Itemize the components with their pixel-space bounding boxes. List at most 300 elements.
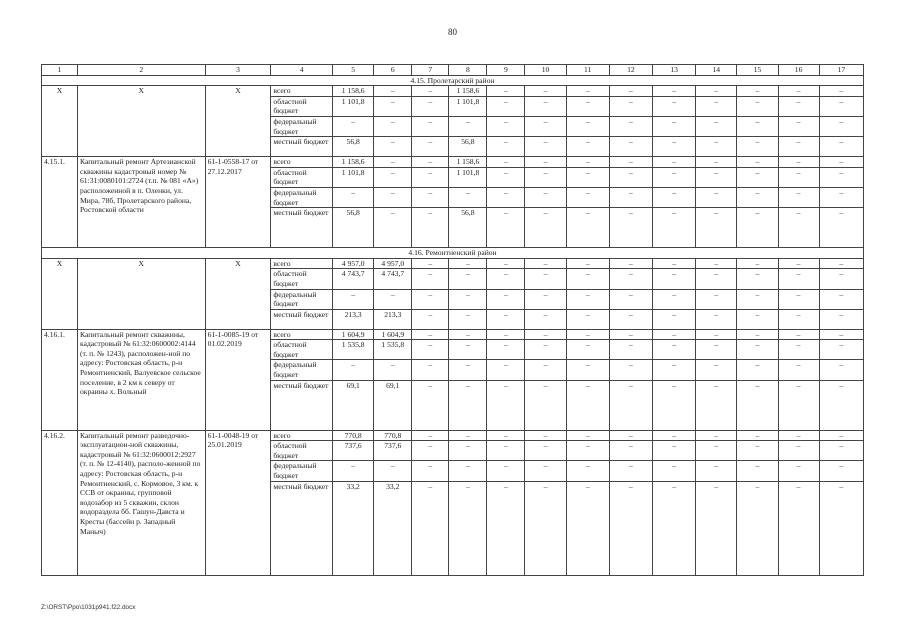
funding-source: федеральный бюджет	[271, 360, 333, 380]
funding-source: всего	[271, 329, 333, 340]
column-number: 2	[78, 65, 206, 76]
amount-cell: –	[412, 360, 449, 380]
amount-cell: –	[609, 137, 652, 157]
amount-cell: –	[609, 269, 652, 289]
amount-cell: –	[609, 481, 652, 575]
amount-cell: 56,8	[449, 137, 487, 157]
amount-cell: –	[412, 340, 449, 360]
column-number: 4	[271, 65, 333, 76]
amount-cell: –	[449, 461, 487, 481]
amount-cell: –	[525, 309, 566, 329]
funding-source: всего	[271, 258, 333, 269]
amount-cell: 1 158,6	[449, 157, 487, 168]
amount-cell: 1 158,6	[449, 86, 487, 97]
amount-cell: –	[737, 269, 778, 289]
amount-cell: –	[449, 360, 487, 380]
funding-source: областной бюджет	[271, 441, 333, 461]
item-name: Капитальный ремонт Артезианской скважины кадастровый номер № 61:31:0080101:2724 (т.п. № 081 «А») расположенной в п. Оленки, ул. Мира, 78б, Пролетарского района, Ростовской области	[78, 157, 206, 248]
amount-cell: –	[412, 137, 449, 157]
amount-cell: –	[609, 380, 652, 430]
funding-source: федеральный бюджет	[271, 187, 333, 207]
amount-cell: –	[525, 441, 566, 461]
funding-source: федеральный бюджет	[271, 461, 333, 481]
amount-cell: –	[778, 441, 819, 461]
amount-cell: –	[819, 137, 863, 157]
column-number: 7	[412, 65, 449, 76]
amount-cell: –	[696, 157, 737, 168]
amount-cell: –	[449, 309, 487, 329]
amount-cell: –	[737, 461, 778, 481]
summary-row	[42, 258, 864, 269]
amount-cell: 4 743,7	[374, 269, 412, 289]
amount-cell: –	[696, 441, 737, 461]
amount-cell: –	[566, 208, 609, 248]
amount-cell: –	[696, 481, 737, 575]
amount-cell: –	[819, 86, 863, 97]
amount-cell: –	[449, 380, 487, 430]
amount-cell: –	[609, 430, 652, 441]
amount-cell: –	[412, 430, 449, 441]
amount-cell: –	[449, 289, 487, 309]
amount-cell: –	[653, 167, 696, 187]
amount-cell: –	[566, 258, 609, 269]
column-number: 6	[374, 65, 412, 76]
amount-cell: –	[653, 441, 696, 461]
amount-cell: –	[525, 157, 566, 168]
amount-cell: –	[737, 441, 778, 461]
item-number: 4.16.1.	[42, 329, 78, 430]
amount-cell: –	[374, 157, 412, 168]
amount-cell: –	[737, 96, 778, 116]
amount-cell: –	[374, 167, 412, 187]
amount-cell: –	[566, 309, 609, 329]
amount-cell: –	[653, 116, 696, 136]
amount-cell: –	[566, 441, 609, 461]
amount-cell: –	[778, 360, 819, 380]
amount-cell: –	[609, 461, 652, 481]
amount-cell: –	[333, 461, 374, 481]
amount-cell: –	[778, 208, 819, 248]
funding-source: областной бюджет	[271, 340, 333, 360]
amount-cell: –	[819, 96, 863, 116]
amount-cell: –	[374, 96, 412, 116]
amount-cell: –	[566, 340, 609, 360]
amount-cell: –	[737, 340, 778, 360]
document-ref: 61-1-0558-17 от 27.12.2017	[205, 157, 271, 248]
document-ref: X	[205, 258, 271, 329]
amount-cell: –	[653, 461, 696, 481]
amount-cell: –	[737, 258, 778, 269]
amount-cell: –	[412, 116, 449, 136]
amount-cell: –	[653, 187, 696, 207]
amount-cell: –	[566, 461, 609, 481]
amount-cell: –	[487, 258, 525, 269]
amount-cell: 69,1	[374, 380, 412, 430]
amount-cell: –	[525, 461, 566, 481]
amount-cell: –	[374, 461, 412, 481]
section-title-row	[42, 75, 864, 86]
amount-cell: –	[412, 309, 449, 329]
column-number-row	[42, 65, 864, 76]
amount-cell: –	[374, 360, 412, 380]
document-ref: 61-1-0048-19 от 25.01.2019	[205, 430, 271, 575]
amount-cell: –	[737, 116, 778, 136]
amount-cell: –	[449, 340, 487, 360]
amount-cell: –	[819, 329, 863, 340]
amount-cell: –	[412, 208, 449, 248]
item-name: Капитальный ремонт скважины, кадастровый № 61:32:0600002:4144 (т. п. № 1243), расположен-ной по адресу: Ростовская область, р-н Ремонтненский, Валуевское сельское поселение, в 2 км к северу от окраины х. Вольный	[78, 329, 206, 430]
column-number: 11	[566, 65, 609, 76]
amount-cell: –	[525, 269, 566, 289]
amount-cell: –	[737, 137, 778, 157]
amount-cell: –	[819, 309, 863, 329]
amount-cell: –	[525, 360, 566, 380]
amount-cell: –	[566, 289, 609, 309]
funding-source: местный бюджет	[271, 137, 333, 157]
amount-cell: –	[778, 329, 819, 340]
funding-source: областной бюджет	[271, 96, 333, 116]
column-number: 5	[333, 65, 374, 76]
amount-cell: –	[449, 481, 487, 575]
amount-cell: –	[525, 329, 566, 340]
amount-cell: –	[525, 96, 566, 116]
amount-cell: –	[819, 269, 863, 289]
amount-cell: –	[566, 187, 609, 207]
budget-table	[41, 64, 864, 576]
amount-cell: –	[653, 430, 696, 441]
amount-cell: –	[412, 289, 449, 309]
amount-cell: –	[696, 380, 737, 430]
amount-cell: –	[696, 360, 737, 380]
amount-cell: –	[566, 329, 609, 340]
amount-cell: –	[449, 116, 487, 136]
amount-cell: –	[487, 289, 525, 309]
amount-cell: –	[696, 430, 737, 441]
item-name: X	[78, 86, 206, 157]
amount-cell: 69,1	[333, 380, 374, 430]
amount-cell: –	[566, 157, 609, 168]
item-name: Капитальный ремонт разведочно-эксплуатацион-ной скважины, кадастровый № 61:32:0600012:2927 (т. п. № 12-4140), располо-женной по адресу: Ростовская область, р-н Ремонтненский, с. Кормовое, 3 км. к ССВ от окраины, групповой водозабор из 5 скважин, склон водораздела бб. Гашун-Давста и Кресты (бассейн р. Западный Маныч)	[78, 430, 206, 575]
amount-cell: –	[609, 96, 652, 116]
amount-cell: –	[609, 258, 652, 269]
page-number: 80	[448, 27, 457, 37]
amount-cell: –	[449, 258, 487, 269]
amount-cell: 1 101,8	[449, 167, 487, 187]
amount-cell: –	[412, 86, 449, 97]
amount-cell: –	[449, 187, 487, 207]
amount-cell: –	[412, 481, 449, 575]
amount-cell: –	[696, 208, 737, 248]
column-number: 9	[487, 65, 525, 76]
amount-cell: –	[525, 86, 566, 97]
amount-cell: –	[778, 269, 819, 289]
item-row	[42, 430, 864, 441]
amount-cell: –	[778, 137, 819, 157]
amount-cell: –	[778, 187, 819, 207]
amount-cell: –	[737, 430, 778, 441]
funding-source: федеральный бюджет	[271, 289, 333, 309]
amount-cell: –	[778, 116, 819, 136]
funding-source: областной бюджет	[271, 269, 333, 289]
amount-cell: –	[333, 116, 374, 136]
amount-cell: –	[412, 96, 449, 116]
item-number: 4.16.2.	[42, 430, 78, 575]
amount-cell: –	[609, 116, 652, 136]
amount-cell: 1 158,6	[333, 86, 374, 97]
amount-cell: –	[333, 360, 374, 380]
amount-cell: 56,8	[333, 137, 374, 157]
amount-cell: –	[609, 289, 652, 309]
amount-cell: –	[566, 380, 609, 430]
amount-cell: –	[819, 116, 863, 136]
amount-cell: –	[609, 86, 652, 97]
amount-cell: 1 158,6	[333, 157, 374, 168]
amount-cell: –	[487, 481, 525, 575]
amount-cell: –	[819, 157, 863, 168]
funding-source: областной бюджет	[271, 167, 333, 187]
amount-cell: –	[653, 309, 696, 329]
amount-cell: –	[412, 187, 449, 207]
amount-cell: –	[609, 157, 652, 168]
amount-cell: –	[696, 137, 737, 157]
document-ref: 61-1-0085-19 от 01.02.2019	[205, 329, 271, 430]
amount-cell: –	[412, 269, 449, 289]
amount-cell: –	[819, 461, 863, 481]
amount-cell: –	[653, 96, 696, 116]
funding-source: всего	[271, 430, 333, 441]
amount-cell: –	[819, 187, 863, 207]
summary-row	[42, 86, 864, 97]
amount-cell: –	[737, 167, 778, 187]
amount-cell: –	[737, 187, 778, 207]
amount-cell: –	[696, 96, 737, 116]
amount-cell: –	[333, 289, 374, 309]
funding-source: федеральный бюджет	[271, 116, 333, 136]
amount-cell: –	[525, 430, 566, 441]
amount-cell: –	[566, 360, 609, 380]
amount-cell: –	[609, 167, 652, 187]
amount-cell: –	[487, 86, 525, 97]
amount-cell: –	[525, 258, 566, 269]
item-row	[42, 329, 864, 340]
amount-cell: 33,2	[333, 481, 374, 575]
amount-cell: –	[566, 86, 609, 97]
amount-cell: 1 101,8	[333, 167, 374, 187]
column-number: 13	[653, 65, 696, 76]
amount-cell: –	[653, 329, 696, 340]
amount-cell: –	[374, 86, 412, 97]
funding-source: всего	[271, 86, 333, 97]
amount-cell: –	[525, 481, 566, 575]
amount-cell: –	[696, 167, 737, 187]
section-title-row	[42, 248, 864, 259]
amount-cell: –	[412, 329, 449, 340]
amount-cell: –	[487, 167, 525, 187]
amount-cell: –	[449, 441, 487, 461]
amount-cell: –	[696, 461, 737, 481]
amount-cell: –	[737, 309, 778, 329]
amount-cell: –	[609, 441, 652, 461]
amount-cell: 213,3	[333, 309, 374, 329]
column-number: 12	[609, 65, 652, 76]
amount-cell: –	[737, 157, 778, 168]
amount-cell: –	[412, 157, 449, 168]
amount-cell: –	[525, 116, 566, 136]
amount-cell: –	[696, 116, 737, 136]
amount-cell: –	[653, 380, 696, 430]
amount-cell: –	[487, 461, 525, 481]
amount-cell: –	[525, 167, 566, 187]
amount-cell: 1 604,9	[333, 329, 374, 340]
amount-cell: –	[778, 430, 819, 441]
amount-cell: –	[525, 289, 566, 309]
amount-cell: –	[653, 258, 696, 269]
amount-cell: –	[737, 289, 778, 309]
amount-cell: –	[609, 309, 652, 329]
amount-cell: –	[696, 269, 737, 289]
amount-cell: 737,6	[333, 441, 374, 461]
amount-cell: –	[737, 380, 778, 430]
funding-source: местный бюджет	[271, 481, 333, 575]
amount-cell: –	[778, 96, 819, 116]
amount-cell: –	[609, 208, 652, 248]
amount-cell: –	[819, 340, 863, 360]
amount-cell: –	[487, 137, 525, 157]
amount-cell: –	[778, 258, 819, 269]
funding-source: местный бюджет	[271, 309, 333, 329]
amount-cell: –	[778, 380, 819, 430]
amount-cell: –	[487, 340, 525, 360]
amount-cell: –	[412, 461, 449, 481]
amount-cell: –	[487, 380, 525, 430]
amount-cell: –	[566, 430, 609, 441]
amount-cell: 4 957,0	[374, 258, 412, 269]
amount-cell: –	[374, 208, 412, 248]
amount-cell: –	[566, 96, 609, 116]
amount-cell: –	[412, 258, 449, 269]
amount-cell: 213,3	[374, 309, 412, 329]
funding-source: всего	[271, 157, 333, 168]
column-number: 16	[778, 65, 819, 76]
amount-cell: 1 535,8	[333, 340, 374, 360]
amount-cell: –	[778, 86, 819, 97]
amount-cell: –	[653, 137, 696, 157]
document-ref: X	[205, 86, 271, 157]
column-number: 10	[525, 65, 566, 76]
amount-cell: –	[566, 116, 609, 136]
section-title: 4.15. Пролетарский район	[42, 75, 864, 86]
amount-cell: 56,8	[333, 208, 374, 248]
column-number: 17	[819, 65, 863, 76]
item-number: 4.15.1.	[42, 157, 78, 248]
amount-cell: –	[566, 167, 609, 187]
amount-cell: –	[778, 167, 819, 187]
amount-cell: –	[609, 340, 652, 360]
amount-cell: –	[653, 289, 696, 309]
amount-cell: –	[819, 289, 863, 309]
amount-cell: –	[653, 86, 696, 97]
item-number: X	[42, 86, 78, 157]
amount-cell: –	[525, 380, 566, 430]
amount-cell: –	[696, 258, 737, 269]
amount-cell: –	[737, 329, 778, 340]
amount-cell: –	[487, 430, 525, 441]
amount-cell: –	[653, 360, 696, 380]
item-name: X	[78, 258, 206, 329]
amount-cell: –	[696, 86, 737, 97]
amount-cell: –	[819, 430, 863, 441]
amount-cell: –	[374, 116, 412, 136]
amount-cell: 4 743,7	[333, 269, 374, 289]
amount-cell: 56,8	[449, 208, 487, 248]
amount-cell: –	[374, 289, 412, 309]
amount-cell: –	[819, 441, 863, 461]
column-number: 3	[205, 65, 271, 76]
amount-cell: –	[412, 441, 449, 461]
amount-cell: –	[737, 208, 778, 248]
funding-source: местный бюджет	[271, 208, 333, 248]
amount-cell: –	[374, 187, 412, 207]
amount-cell: 1 535,8	[374, 340, 412, 360]
amount-cell: –	[487, 187, 525, 207]
amount-cell: 4 957,0	[333, 258, 374, 269]
amount-cell: –	[653, 269, 696, 289]
amount-cell: –	[778, 309, 819, 329]
amount-cell: –	[609, 360, 652, 380]
amount-cell: –	[609, 187, 652, 207]
amount-cell: –	[374, 137, 412, 157]
amount-cell: –	[653, 208, 696, 248]
amount-cell: –	[487, 441, 525, 461]
amount-cell: –	[819, 380, 863, 430]
column-number: 15	[737, 65, 778, 76]
amount-cell: –	[696, 289, 737, 309]
amount-cell: –	[778, 461, 819, 481]
amount-cell: –	[449, 329, 487, 340]
amount-cell: –	[487, 309, 525, 329]
amount-cell: –	[819, 360, 863, 380]
item-row	[42, 157, 864, 168]
item-number: X	[42, 258, 78, 329]
funding-source: местный бюджет	[271, 380, 333, 430]
amount-cell: 1 101,8	[333, 96, 374, 116]
amount-cell: –	[487, 96, 525, 116]
amount-cell: –	[333, 187, 374, 207]
amount-cell: –	[737, 481, 778, 575]
amount-cell: –	[778, 481, 819, 575]
column-number: 14	[696, 65, 737, 76]
amount-cell: –	[566, 269, 609, 289]
amount-cell: –	[525, 208, 566, 248]
amount-cell: –	[819, 208, 863, 248]
amount-cell: –	[566, 481, 609, 575]
amount-cell: –	[696, 329, 737, 340]
amount-cell: –	[778, 157, 819, 168]
amount-cell: 1 101,8	[449, 96, 487, 116]
section-title: 4.16. Ремонтненский район	[42, 248, 864, 259]
amount-cell: –	[525, 137, 566, 157]
amount-cell: 1 604,9	[374, 329, 412, 340]
amount-cell: –	[653, 340, 696, 360]
column-number: 1	[42, 65, 78, 76]
amount-cell: –	[412, 380, 449, 430]
amount-cell: –	[487, 329, 525, 340]
amount-cell: –	[653, 157, 696, 168]
amount-cell: –	[737, 360, 778, 380]
amount-cell: –	[449, 269, 487, 289]
column-number: 8	[449, 65, 487, 76]
amount-cell: –	[487, 116, 525, 136]
